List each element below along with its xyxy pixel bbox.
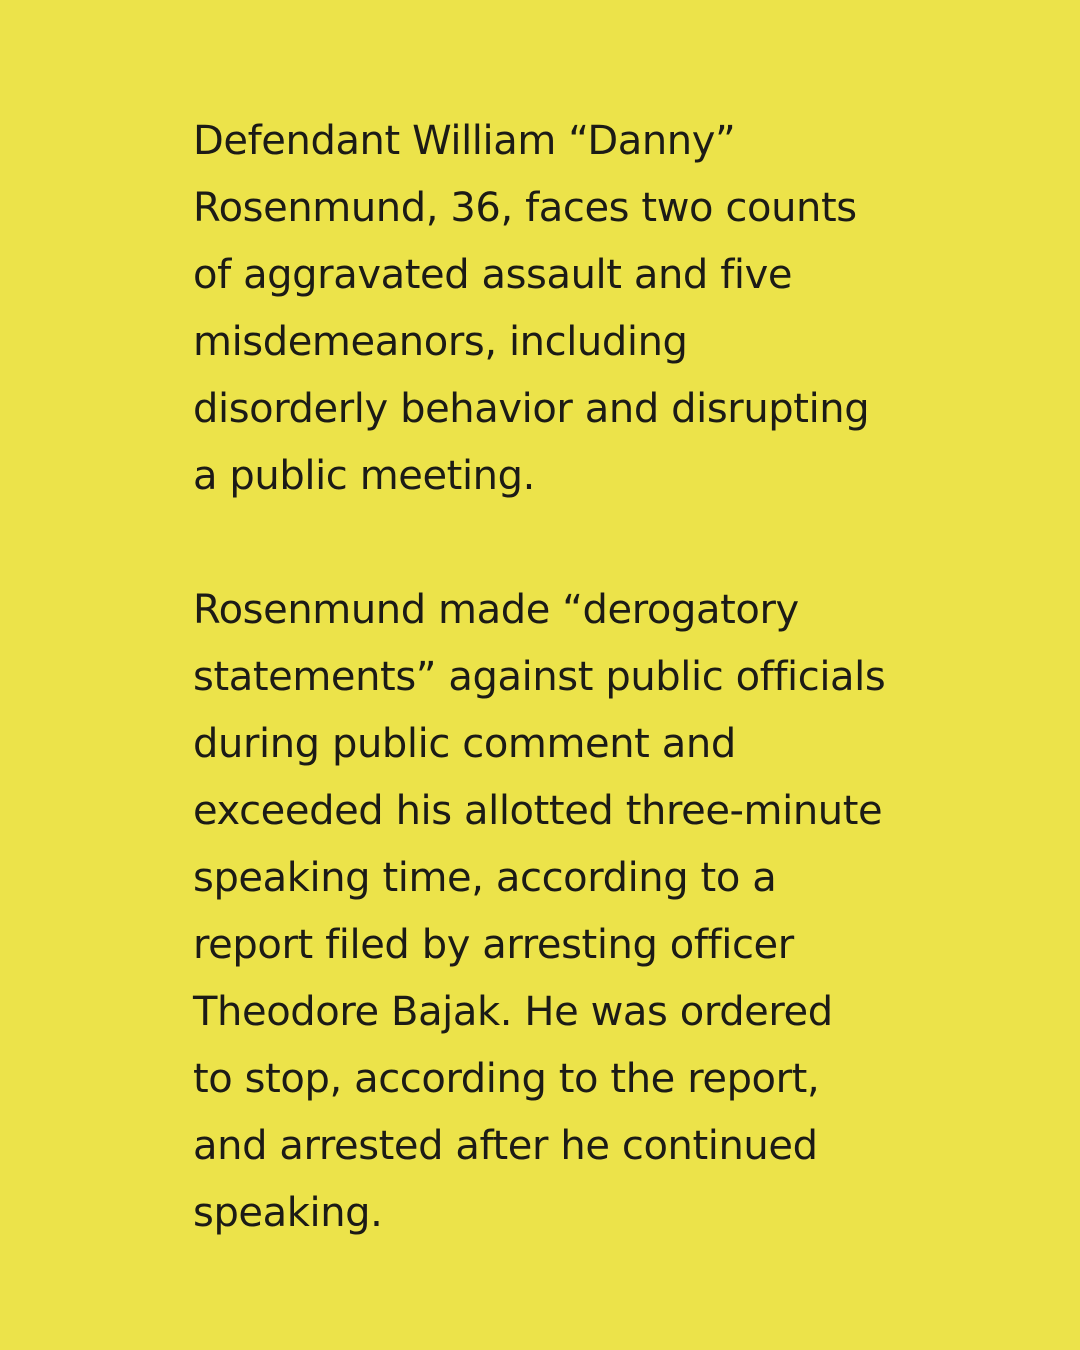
text-line: statements” against public officials <box>193 654 886 700</box>
text-line: Theodore Bajak. He was ordered <box>193 989 833 1035</box>
article-excerpt <box>193 108 913 1247</box>
text-line: Rosenmund made “derogatory <box>193 587 799 633</box>
text-line: speaking time, according to a <box>193 855 777 901</box>
text-line: and arrested after he continued <box>193 1123 818 1169</box>
text-line: Defendant William “Danny” <box>193 118 736 164</box>
text-line: a public meeting. <box>193 453 535 499</box>
text-line: of aggravated assault and five <box>193 252 793 298</box>
text-line: disorderly behavior and disrupting <box>193 386 870 432</box>
paragraph-gap <box>193 510 913 577</box>
paragraph-arrest-report <box>193 577 913 1247</box>
text-line: during public comment and <box>193 721 736 767</box>
text-line: report filed by arresting officer <box>193 922 794 968</box>
paragraph-charges <box>193 108 913 510</box>
text-line: exceeded his allotted three-minute <box>193 788 883 834</box>
text-line: speaking. <box>193 1190 383 1236</box>
text-line: Rosenmund, 36, faces two counts <box>193 185 857 231</box>
text-line: misdemeanors, including <box>193 319 688 365</box>
text-line: to stop, according to the report, <box>193 1056 820 1102</box>
